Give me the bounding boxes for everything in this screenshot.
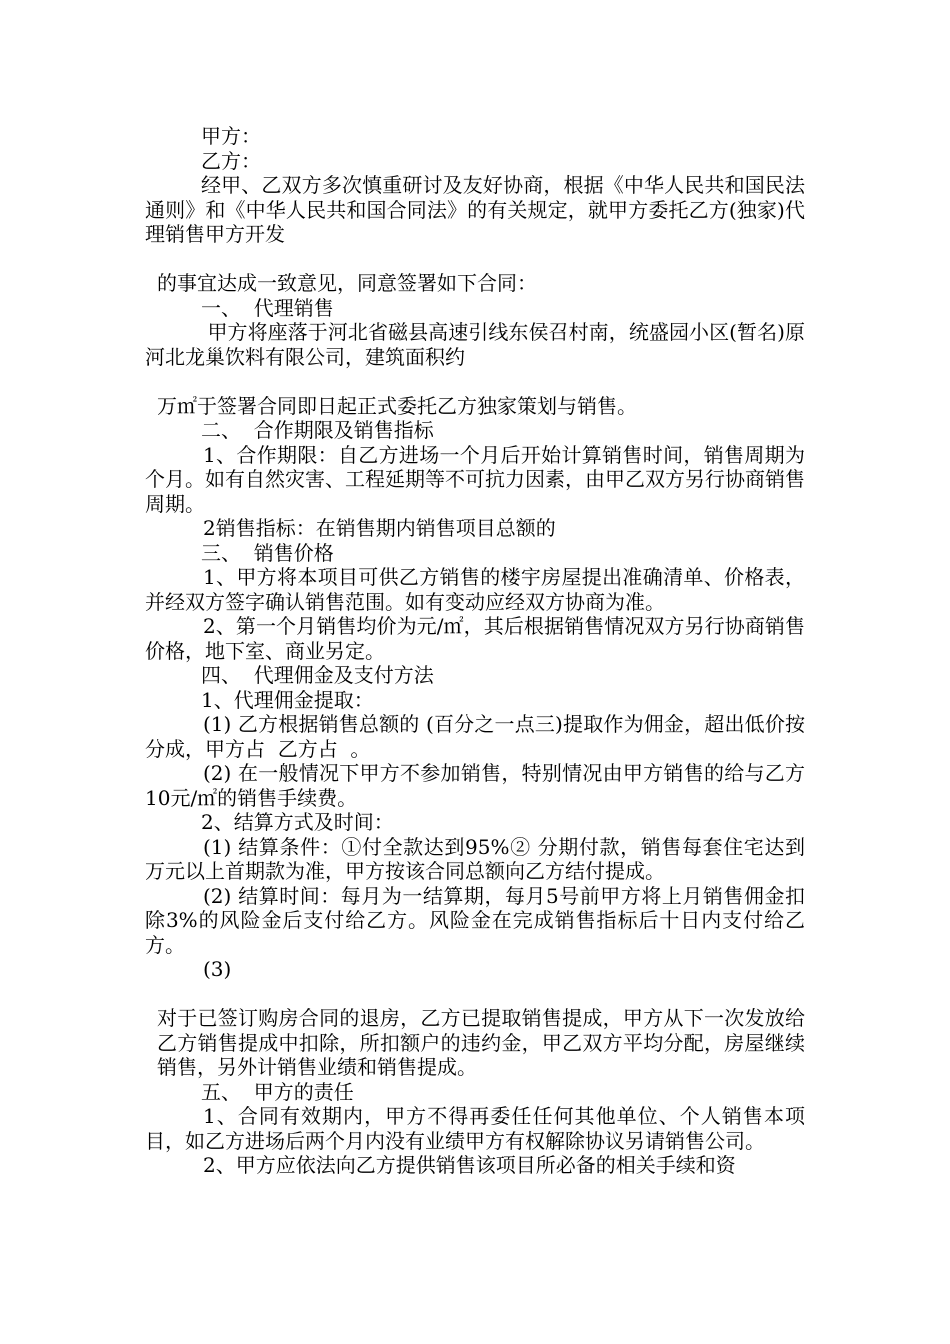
section-4-item-1: 1、代理佣金提取： (201, 687, 374, 712)
refund-paragraph: 对于已签订购房合同的退房，乙方已提取销售提成，甲方从下一次发放给乙方销售提成中扣除，所扣额户的违约金，甲乙双方平均分配，房屋继续销售，另外计销售业绩和销售提成。 (157, 1006, 805, 1079)
party-a-line: 甲方： (201, 124, 261, 148)
section-4-item-2-1: (1) 结算条件：①付全款达到95%② 分期付款，销售每套住宅达到 万元以上首期款为准，甲方按该合同总额向乙方结付提成。 (145, 834, 818, 883)
section-3-heading: 三、 销售价格 (201, 540, 334, 565)
section-4-item-1-2: (2) 在一般情况下甲方不参加销售，特别情况由甲方销售的给与乙方10元/㎡的销售手续费。 (145, 761, 805, 810)
section-1-continuation: 万㎡于签署合同即日起正式委托乙方独家策划与销售。 (157, 393, 637, 418)
section-2-item-1: 1、合作期限：自乙方进场一个月后开始计算销售时间，销售周期为个月。如有自然灾害、工程延期等不可抗力因素，由甲乙双方另行协商销售周期。 (145, 442, 805, 516)
section-2-heading: 二、 合作期限及销售指标 (201, 418, 434, 442)
blank-line (145, 247, 805, 272)
section-4-item-2: 2、结算方式及时间： (201, 810, 394, 834)
section-4-item-2-2: (2) 结算时间：每月为一结算期，每月5号前甲方将上月销售佣金扣除3%的风险金后支付给乙方。风险金在完成销售指标后十日内支付给乙方。 (145, 883, 805, 957)
party-b-line: 乙方： (201, 148, 261, 173)
blank-line (145, 982, 805, 1007)
section-4-heading: 四、 代理佣金及支付方法 (201, 663, 434, 687)
section-3-item-1: 1、甲方将本项目可供乙方销售的楼宇房屋提出准确清单、价格表，并经双方签字确认销售范围。如有变动应经双方协商为准。 (145, 565, 805, 614)
blank-line (145, 369, 805, 394)
section-1-paragraph: 甲方将座落于河北省磁县高速引线东侯召村南，统盛园小区(暂名)原河北龙巢饮料有限公司，建筑面积约 (145, 320, 806, 369)
section-5-heading: 五、 甲方的责任 (201, 1079, 354, 1104)
contract-document (145, 124, 818, 1178)
section-4-item-2-3: (3) (203, 957, 232, 981)
section-2-item-2: 2销售指标：在销售期内销售项目总额的 (203, 516, 556, 540)
section-3-item-2: 2、第一个月销售均价为元/㎡，其后根据销售情况双方另行协商销售价格，地下室、商业另定。 (145, 614, 805, 663)
section-4-item-1-1: (1) 乙方根据销售总额的 (百分之一点三)提取作为佣金，超出低价按 分成，甲方占 乙方占 。 (145, 712, 818, 761)
section-5-item-1: 1、合同有效期内，甲方不得再委任任何其他单位、个人销售本项目，如乙方进场后两个月内没有业绩甲方有权解除协议另请销售公司。 (145, 1104, 805, 1153)
preamble-paragraph: 经甲、乙双方多次慎重研讨及友好协商，根据《中华人民共和国民法通则》和《中华人民共和国合同法》的有关规定，就甲方委托乙方(独家)代理销售甲方开发 (145, 173, 805, 246)
section-5-item-2: 2、甲方应依法向乙方提供销售该项目所必备的相关手续和资 (203, 1153, 736, 1177)
section-1-heading: 一、 代理销售 (201, 295, 334, 320)
preamble-continuation: 的事宜达成一致意见，同意签署如下合同： (157, 271, 537, 295)
